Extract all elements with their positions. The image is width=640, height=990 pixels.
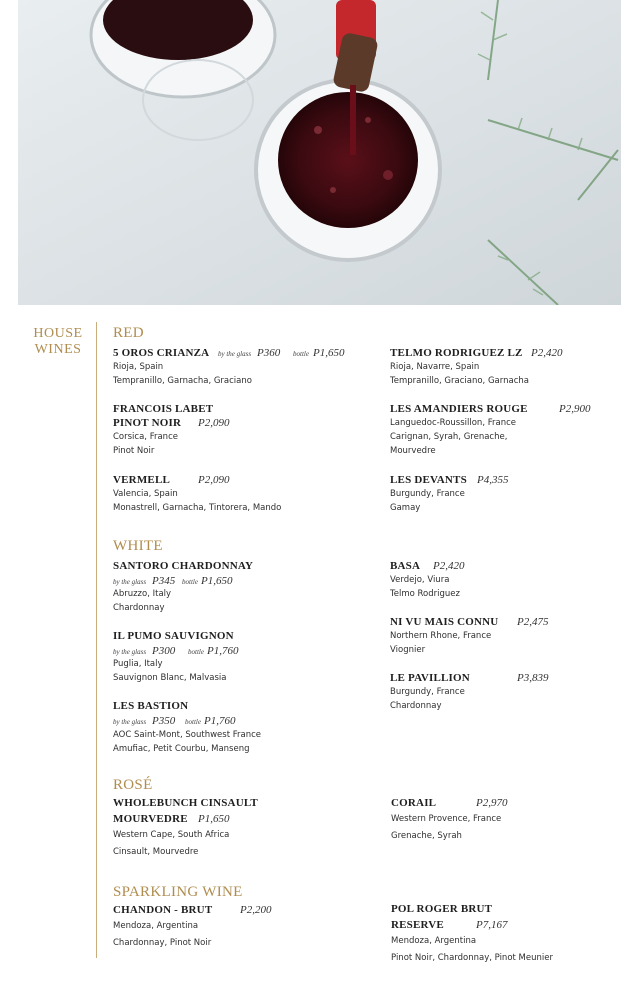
wine-grapes: Carignan, Syrah, Grenache, [390, 432, 508, 442]
wine-region: Puglia, Italy [113, 659, 163, 669]
bottle-price: P4,355 [477, 474, 509, 486]
wine-grapes: Chardonnay [390, 701, 442, 711]
wine-grapes: Grenache, Syrah [391, 831, 462, 841]
bottle-price: P2,200 [240, 904, 272, 916]
bottle-price: P2,090 [198, 417, 230, 429]
wine-region: Rioja, Navarre, Spain [390, 362, 480, 372]
glass-label: by the glass [113, 718, 147, 726]
wine-grapes: Chardonnay, Pinot Noir [113, 938, 212, 948]
bottle-price: P2,475 [517, 616, 549, 628]
wine-region: Valencia, Spain [113, 489, 178, 499]
wine-region: Abruzzo, Italy [113, 589, 172, 599]
bottle-price: P1,650 [313, 347, 345, 359]
wine-name: LE PAVILLION [390, 672, 470, 684]
section-heading-white: WHITE [113, 538, 163, 554]
wine-grapes: Pinot Noir [113, 446, 155, 456]
wine-region: Verdejo, Viura [390, 575, 450, 585]
bottle-label: bottle [185, 718, 201, 726]
bottle-price: P2,090 [198, 474, 230, 486]
wine-region: AOC Saint-Mont, Southwest France [113, 730, 262, 740]
glass-price: P345 [152, 575, 176, 587]
wine-pour-illustration [18, 0, 621, 305]
wine-name: BASA [390, 560, 421, 572]
wine-grapes: Tempranillo, Graciano, Garnacha [390, 376, 529, 386]
wine-name: CHANDON - BRUT [113, 904, 213, 916]
wine-grapes: Telmo Rodriguez [390, 589, 460, 599]
wine-name: 5 OROS CRIANZA [113, 347, 210, 359]
glass-price: P300 [152, 645, 176, 657]
bottle-price: P1,760 [207, 645, 239, 657]
wine-name: POL ROGER BRUT [391, 903, 493, 915]
wine-region: Corsica, France [113, 432, 178, 442]
section-heading-sparkling: SPARKLING WINE [113, 884, 243, 900]
section-heading-rose: ROSÉ [113, 777, 153, 793]
glass-price: P360 [257, 347, 281, 359]
wine-name-line2: PINOT NOIR [113, 417, 182, 429]
wine-region: Burgundy, France [390, 687, 465, 697]
wine-region: Burgundy, France [390, 489, 465, 499]
bottle-label: bottle [182, 578, 198, 586]
bottle-price: P2,970 [476, 797, 508, 809]
vertical-divider [96, 322, 97, 958]
wine-grapes: Pinot Noir, Chardonnay, Pinot Meunier [391, 953, 553, 963]
wine-name: FRANCOIS LABET [113, 403, 214, 415]
bottle-price: P2,900 [559, 403, 591, 415]
wine-name: NI VU MAIS CONNU [390, 616, 499, 628]
bottle-price: P7,167 [476, 919, 508, 931]
hero-photo [18, 0, 621, 305]
wine-grapes: Amufiac, Petit Courbu, Manseng [113, 744, 250, 754]
wine-region: Western Provence, France [391, 814, 502, 824]
wine-name: LES AMANDIERS ROUGE [390, 403, 528, 415]
bottle-price: P1,650 [201, 575, 233, 587]
bottle-price: P1,760 [204, 715, 236, 727]
wine-grapes: Chardonnay [113, 603, 165, 613]
wine-grapes-line2: Mourvedre [390, 446, 436, 456]
bottle-price: P2,420 [531, 347, 563, 359]
wine-name: LES BASTION [113, 700, 189, 712]
wine-name: WHOLEBUNCH CINSAULT [113, 797, 258, 809]
wine-name: LES DEVANTS [390, 474, 467, 486]
wine-grapes: Sauvignon Blanc, Malvasia [113, 673, 227, 683]
wine-region: Western Cape, South Africa [113, 830, 230, 840]
bottle-price: P3,839 [517, 672, 549, 684]
wine-region: Mendoza, Argentina [391, 936, 477, 946]
wine-grapes: Monastrell, Garnacha, Tintorera, Mando [113, 503, 282, 513]
section-heading-red: RED [113, 325, 144, 341]
wine-grapes: Gamay [390, 503, 421, 513]
wine-region: Languedoc-Roussillon, France [390, 418, 516, 428]
glass-price: P350 [152, 715, 176, 727]
wine-name: SANTORO CHARDONNAY [113, 560, 254, 572]
wine-grapes: Tempranillo, Garnacha, Graciano [113, 376, 252, 386]
wine-name: TELMO RODRIGUEZ LZ [390, 347, 523, 359]
bottle-price: P2,420 [433, 560, 465, 572]
wine-grapes: Viognier [390, 645, 426, 655]
wine-name: IL PUMO SAUVIGNON [113, 630, 234, 642]
glass-label: by the glass [218, 350, 252, 358]
bottle-price: P1,650 [198, 813, 230, 825]
house-wines-title-line1: HOUSE [33, 326, 83, 341]
glass-label: by the glass [113, 648, 147, 656]
house-wines-title-line2: WINES [34, 342, 82, 357]
bottle-label: bottle [293, 350, 309, 358]
wine-region: Rioja, Spain [113, 362, 164, 372]
glass-label: by the glass [113, 578, 147, 586]
wine-region: Mendoza, Argentina [113, 921, 199, 931]
bottle-label: bottle [188, 648, 204, 656]
wine-grapes: Cinsault, Mourvedre [113, 847, 199, 857]
wine-name: VERMELL [113, 474, 171, 486]
wine-name-line2: RESERVE [391, 919, 444, 931]
house-wines-title [30, 326, 86, 358]
wine-name-line2: MOURVEDRE [113, 813, 188, 825]
wine-name: CORAIL [391, 797, 437, 809]
wine-region: Northern Rhone, France [390, 631, 492, 641]
